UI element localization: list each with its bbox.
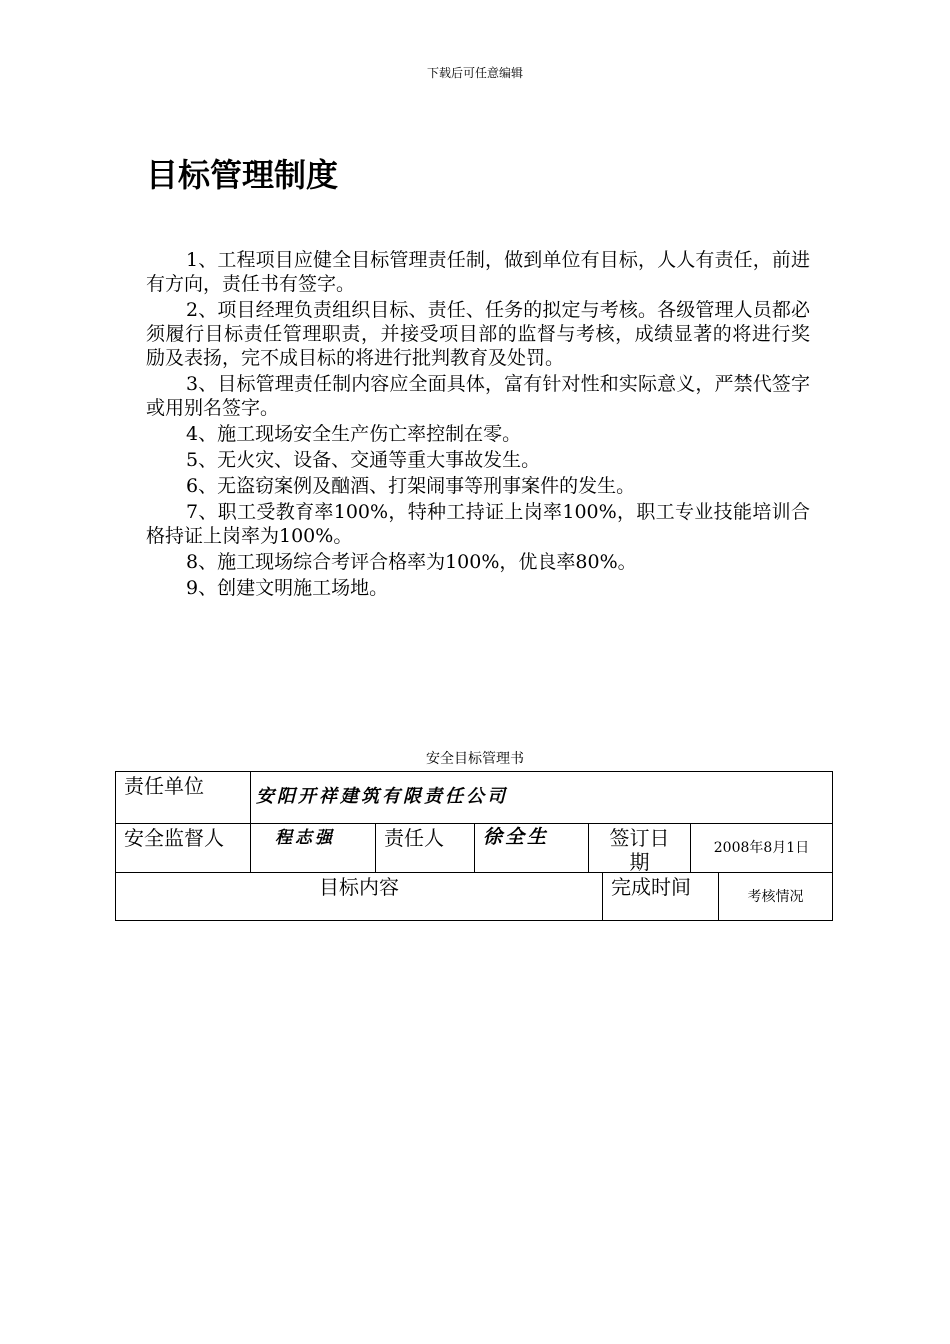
unit-value: 安阳开祥建筑有限责任公司 <box>256 786 508 807</box>
paragraph-9: 9、创建文明施工场地。 <box>186 577 389 599</box>
sign-date-label-cell <box>589 824 691 872</box>
paragraph-3: 3、目标管理责任制内容应全面具体，富有针对性和实际意义，严禁代签字或用别名签字。 <box>146 373 810 419</box>
paragraph-6: 6、无盗窃案例及酗酒、打架闹事等刑事案件的发生。 <box>186 475 636 497</box>
supervisor-label: 安全监督人 <box>124 826 224 850</box>
table-row-unit <box>116 772 832 824</box>
responsible-label: 责任人 <box>384 826 444 850</box>
responsible-value-cell <box>475 824 589 872</box>
unit-label: 责任单位 <box>124 774 204 798</box>
paragraph-4: 4、施工现场安全生产伤亡率控制在零。 <box>186 423 522 445</box>
goal-content-label-cell <box>116 873 603 920</box>
table-row-people <box>116 824 832 873</box>
table-caption: 安全目标管理书 <box>426 751 524 767</box>
sign-date-value: 2008年8月1日 <box>713 840 810 856</box>
completion-time-label: 完成时间 <box>611 875 691 899</box>
assessment-label: 考核情况 <box>747 889 804 905</box>
completion-time-label-cell <box>603 873 719 920</box>
document-body <box>146 248 810 602</box>
goal-content-label: 目标内容 <box>319 875 399 899</box>
unit-label-cell <box>116 772 251 823</box>
supervisor-label-cell <box>116 824 251 872</box>
paragraph-1: 1、工程项目应健全目标管理责任制，做到单位有目标，人人有责任，前进有方向，责任书有签字。 <box>146 249 810 295</box>
page-header-note: 下载后可任意编辑 <box>426 66 523 80</box>
safety-goal-table <box>115 771 833 921</box>
unit-value-cell <box>251 772 832 823</box>
sign-date-label-line1: 签订日 <box>609 826 670 850</box>
paragraph-7: 7、职工受教育率100%，特种工持证上岗率100%，职工专业技能培训合格持证上岗率为100%。 <box>146 501 810 547</box>
paragraph-2: 2、项目经理负责组织目标、责任、任务的拟定与考核。各级管理人员都必须履行目标责任管理职责，并接受项目部的监督与考核，成绩显著的将进行奖励及表扬，完不成目标的将进行批判教育及处罚。 <box>146 299 810 369</box>
sign-date-value-cell <box>691 824 832 872</box>
paragraph-5: 5、无火灾、设备、交通等重大事故发生。 <box>186 449 541 471</box>
table-row-goals-header <box>116 873 832 920</box>
supervisor-value: 程志强 <box>275 828 335 848</box>
responsible-value: 徐全生 <box>483 826 550 848</box>
supervisor-value-cell <box>251 824 376 872</box>
responsible-label-cell <box>376 824 475 872</box>
sign-date-label-line2: 期 <box>629 850 650 874</box>
document-title: 目标管理制度 <box>146 156 339 194</box>
assessment-label-cell <box>719 873 832 920</box>
paragraph-8: 8、施工现场综合考评合格率为100%，优良率80%。 <box>186 551 637 573</box>
